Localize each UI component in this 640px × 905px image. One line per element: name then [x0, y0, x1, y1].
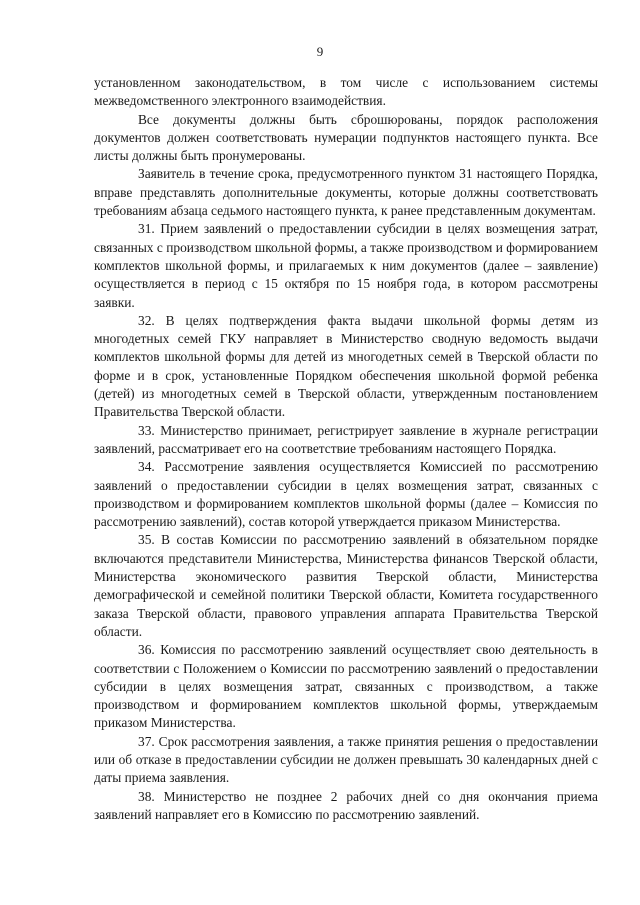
paragraph-37: 37. Срок рассмотрения заявления, а также принятия решения о предоставлении или об отказе в предоставлении субсидии не должен превышать 30 календарных дней с даты приема заявления.	[94, 733, 598, 786]
paragraph-32: 32. В целях подтверждения факта выдачи школьной формы детям из многодетных семей ГКУ направляет в Министерство сводную ведомость выдачи комплектов школьной формы для детей из многодетных семей в Тверской области по форме и в срок, установленные Порядком обеспечения школьной формой ребенка (детей) из многодетных семей в Тверской области, утвержденным постановлением Правительства Тверской области.	[94, 312, 598, 420]
document-body	[94, 74, 598, 824]
paragraph-documents-binding: Все документы должны быть сброшюрованы, порядок расположения документов должен соответствовать нумерации подпунктов настоящего пункта. Все листы должны быть пронумерованы.	[94, 111, 598, 164]
paragraph-31: 31. Прием заявлений о предоставлении субсидии в целях возмещения затрат, связанных с производством школьной формы, а также производством и формированием комплектов школьной формы, и прилагаемых к ним документов (далее – заявление) осуществляется в период с 15 октября по 15 ноября года, в котором рассмотрены заявки.	[94, 221, 598, 310]
paragraph-33: 33. Министерство принимает, регистрирует заявление в журнале регистрации заявлений, рассматривает его на соответствие требованиям настоящего Порядка.	[94, 422, 598, 456]
paragraph-34: 34. Рассмотрение заявления осуществляется Комиссией по рассмотрению заявлений о предоставлении субсидии в целях возмещения затрат, связанных с производством и формированием комплектов школьной формы (далее – Комиссия по рассмотрению заявлений), состав которой утверждается приказом Министерства.	[94, 459, 598, 530]
page-number: 9	[316, 44, 324, 59]
paragraph-36: 36. Комиссия по рассмотрению заявлений осуществляет свою деятельность в соответствии с Положением о Комиссии по рассмотрению заявлений о предоставлении субсидии в целях возмещения затрат, связанных с производством, а также производством и формированием комплектов школьной формы, утверждаемым приказом Министерства.	[94, 642, 598, 731]
paragraph-35: 35. В состав Комиссии по рассмотрению заявлений в обязательном порядке включаются представители Министерства, Министерства финансов Тверской области, Министерства экономического развития Тверской области, Министерства демографической и семейной политики Тверской области, Комитета государственного заказа Тверской области, правового управления аппарата Правительства Тверской области.	[94, 532, 598, 639]
paragraph-continuation: установленном законодательством, в том числе с использованием системы межведомственного электронного взаимодействия.	[94, 75, 598, 109]
paragraph-additional-documents: Заявитель в течение срока, предусмотренного пунктом 31 настоящего Порядка, вправе представлять дополнительные документы, которые должны соответствовать требованиям абзаца седьмого настоящего пункта, к ранее представленным документам.	[94, 166, 598, 219]
paragraph-38: 38. Министерство не позднее 2 рабочих дней со дня окончания приема заявлений направляет его в Комиссию по рассмотрению заявлений.	[94, 788, 598, 822]
